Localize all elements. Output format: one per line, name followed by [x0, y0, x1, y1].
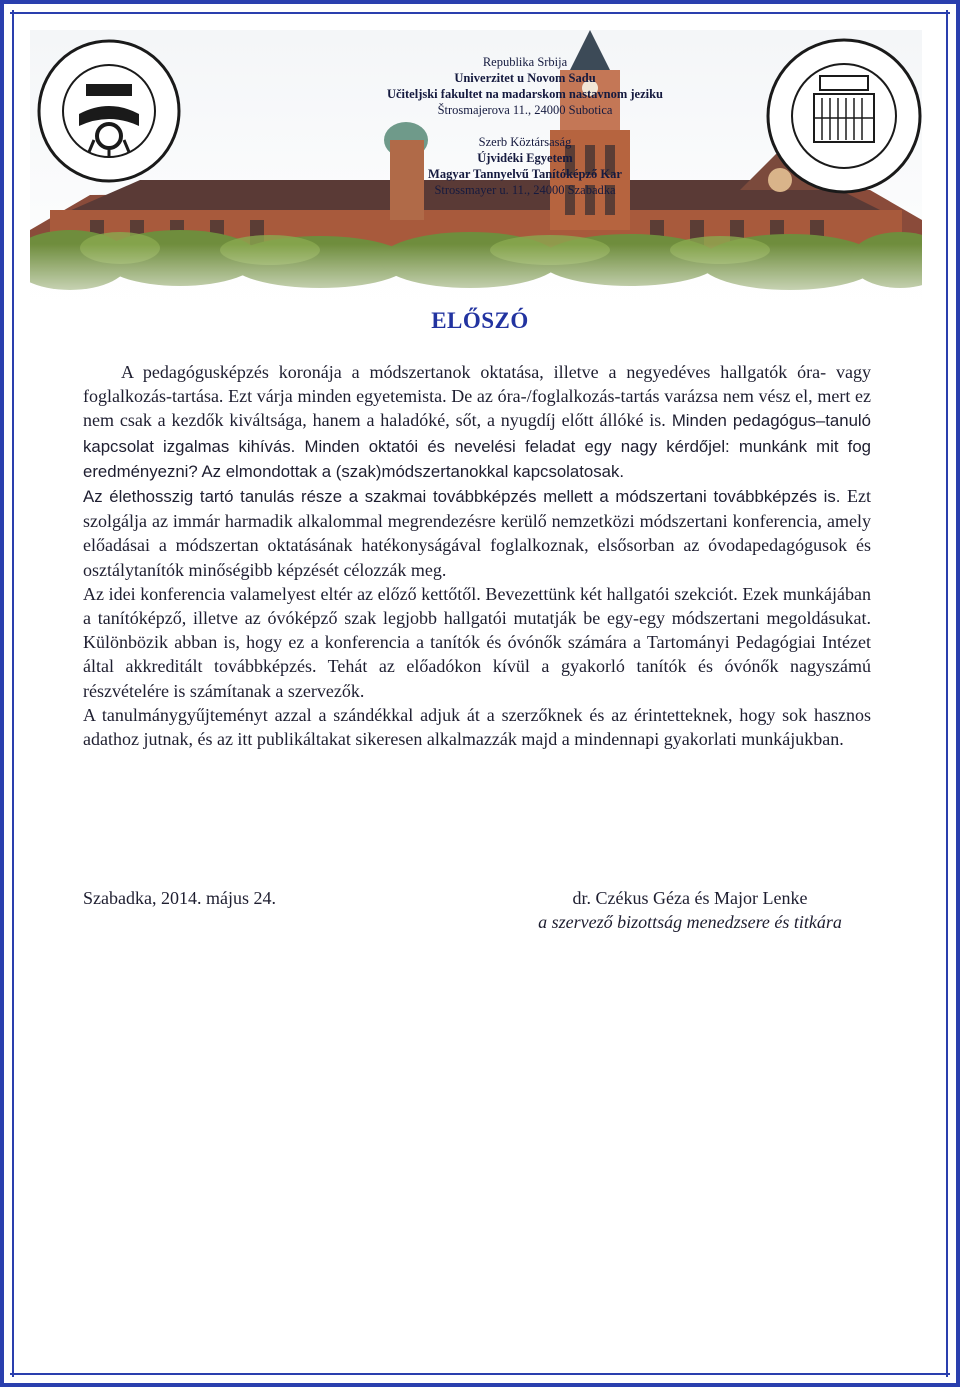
border-left-inner — [12, 10, 14, 1377]
university-seal-logo — [34, 36, 184, 186]
paragraph-4-text: A tanulmánygyűjteményt azzal a szándékkal adjuk át a szerzőknek és az érintetteknek, hogy sok hasznos adathoz jutnak, és az itt publikáltakat sikeresen alkalmazzák majd a mindennapi gyakorlati munkájukban. — [83, 704, 871, 750]
border-top-outer — [0, 0, 960, 4]
letterhead-hungarian-line-1: Szerb Köztársaság — [478, 135, 572, 149]
border-bottom-outer — [0, 1383, 960, 1387]
border-left-outer — [0, 0, 4, 1387]
letterhead — [30, 30, 922, 320]
paragraph-2-text-b: Ezt szolgálja az immár harmadik alkalommal megrendezésre kerülő nemzetközi módszertani konferencia, amely előadásai a módszertan oktatásának hatékonyságával foglalkoznak, elsősorban az óvodapedagógusok és osztálytanítók minőségibb képzését célozzák meg. — [83, 486, 871, 580]
paragraph-3 — [83, 582, 871, 703]
paragraph-1-text-b: Minden pedagógus–tanuló kapcsolat izgalmas kihívás. Minden oktatói és nevelési feladat egy nagy kérdőjel: munkánk mit fog eredményezni? Az elmondottak a (szak)módszertanokkal kapcsolatosak. — [83, 411, 871, 481]
paragraph-2 — [83, 484, 871, 582]
signatories: dr. Czékus Géza és Major Lenke — [572, 888, 808, 908]
page-title: ELŐSZÓ — [431, 308, 529, 333]
letterhead-address — [280, 54, 770, 198]
preface-body — [83, 360, 871, 751]
border-bottom-inner — [10, 1373, 950, 1375]
letterhead-serbian-line-3: Učiteljski fakultet na madarskom nastavnom jeziku — [386, 87, 664, 101]
letterhead-hungarian-line-2: Újvidéki Egyetem — [477, 151, 573, 165]
place-and-date: Szabadka, 2014. május 24. — [83, 888, 276, 908]
letterhead-hungarian-line-4: Strossmayer u. 11., 24000 Szabadka — [434, 183, 616, 197]
border-right-inner — [946, 10, 948, 1377]
paragraph-2-text-a: Az élethosszig tartó tanulás része a szakmai továbbképzés mellett a módszertani továbbképzés is. — [83, 487, 841, 507]
border-right-outer — [956, 0, 960, 1387]
paragraph-1-text-a: A pedagógusképzés koronája a módszertanok oktatása, illetve a negyedéves hallgatók óra- vagy foglalkozás-tartása. Ezt várja minden egyetemista. De az óra-/foglalkozás-tartás varázsa nem vész el, mert ez nem csak a kezdők kiváltsága, hanem a haladóké, sőt, a nyugdíj előtt állóké is. — [83, 362, 871, 431]
letterhead-serbian-line-2: Univerzitet u Novom Sadu — [454, 71, 596, 85]
paragraph-1 — [83, 360, 871, 484]
letterhead-serbian-line-1: Republika Srbija — [482, 55, 568, 69]
faculty-seal-logo — [764, 36, 924, 196]
paragraph-4 — [83, 703, 871, 751]
signatories-role: a szervező bizottság menedzsere és titkára — [538, 912, 842, 932]
letterhead-serbian-line-4: Štrosmajerova 11., 24000 Subotica — [437, 103, 613, 117]
letterhead-hungarian-line-3: Magyar Tannyelvű Tanítóképző Kar — [428, 167, 622, 181]
signature-block — [510, 886, 870, 934]
paragraph-3-text: Az idei konferencia valamelyest eltér az előző kettőtől. Bevezettünk két hallgatói szekciót. Ezek munkájában a tanítóképző, illetve az óvóképző szak legjobb hallgatói mutatják be egy-egy módszertani megoldásukat. Különbözik abban is, hogy ez a konferencia a tanítók és óvónők számára a Tartományi Pedagógiai Intézet által akkreditált továbbképzés. Tehát az előadókon kívül a gyakorló tanítók és óvónők nagyszámú részvételére is számítanak a szervezők. — [83, 583, 871, 701]
border-top-inner — [10, 12, 950, 14]
